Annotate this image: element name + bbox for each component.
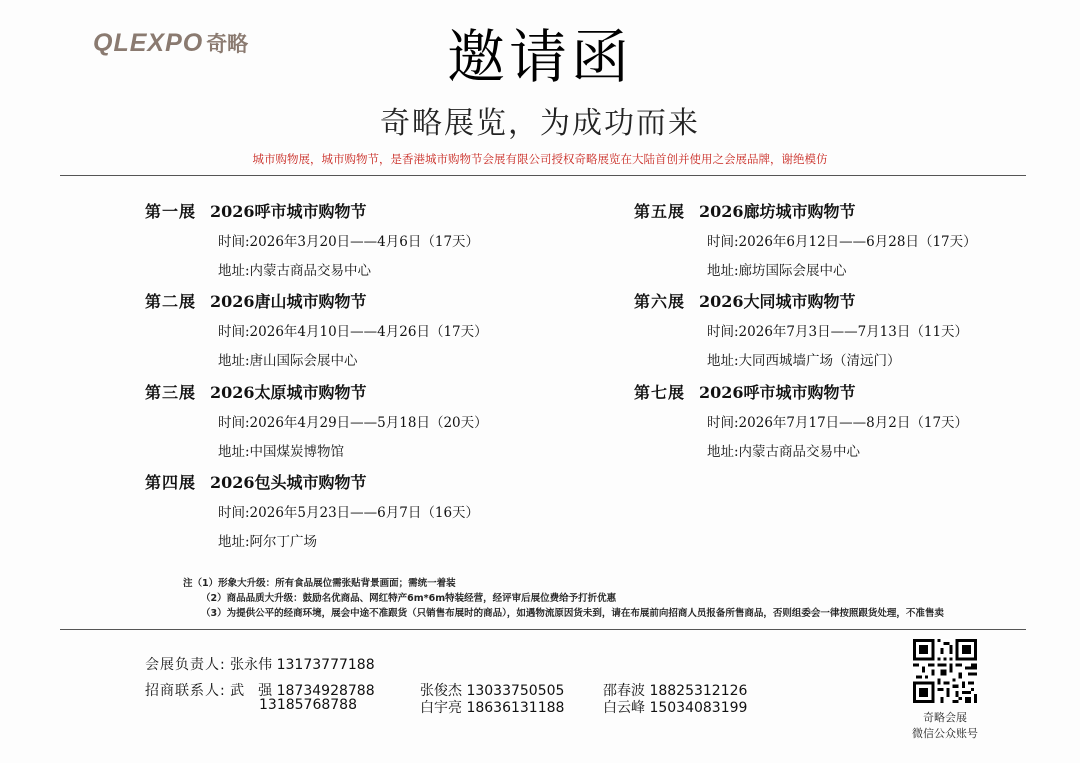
exhibition-venue: 地址:廊坊国际会展中心: [707, 263, 847, 279]
exhibition-name: 2026太原城市购物节: [210, 383, 367, 402]
bottom-divider: [60, 629, 1026, 630]
exhibition-time: 时间:2026年6月12日——6月28日（17天）: [707, 234, 977, 250]
exhibition-venue: 地址:大同西城墙广场（清远门）: [707, 353, 901, 369]
exhibition-item: [145, 380, 488, 460]
exhibition-time: 时间:2026年4月29日——5月18日（20天）: [218, 415, 488, 431]
exhibition-time: 时间:2026年7月17日——8月2日（17天）: [707, 415, 969, 431]
exhibition-time: 时间:2026年4月10日——4月26日（17天）: [218, 324, 488, 340]
exhibition-name: 2026呼市城市购物节: [699, 383, 856, 402]
qr-code-image: [913, 639, 977, 703]
exhibition-number: 第二展: [145, 292, 197, 311]
exhibition-time: 时间:2026年3月20日——4月6日（17天）: [218, 234, 480, 250]
agent-value: 邵春波 18825312126: [603, 683, 748, 699]
exhibition-number: 第一展: [145, 202, 197, 221]
exhibition-item: [634, 199, 977, 279]
note-line: （2）商品品质大升级：鼓励名优商品、网红特产6m*6m特装经营，经评审后展位费给予打折优惠: [201, 593, 617, 604]
exhibition-time: 时间:2026年7月3日——7月13日（11天）: [707, 324, 969, 340]
agent-value: 白云峰 15034083199: [603, 700, 748, 716]
exhibition-number: 第三展: [145, 383, 197, 402]
agent-value: 白宇亮 18636131188: [420, 700, 565, 716]
exhibition-venue: 地址:唐山国际会展中心: [218, 353, 358, 369]
exhibition-venue: 地址:阿尔丁广场: [218, 534, 318, 550]
page-subtitle: 奇略展览，为成功而来: [380, 106, 700, 141]
exhibition-item: [634, 380, 968, 460]
exhibition-name: 2026包头城市购物节: [210, 473, 367, 492]
manager-label: 会展负责人:: [145, 657, 226, 673]
exhibition-number: 第四展: [145, 473, 197, 492]
trademark-notice: 城市购物展，城市购物节，是香港城市购物节会展有限公司授权奇略展览在大陆首创并使用之会展品牌，谢绝模仿: [252, 152, 828, 166]
exhibition-name: 2026大同城市购物节: [699, 292, 856, 311]
exhibition-time: 时间:2026年5月23日——6月7日（16天）: [218, 505, 480, 521]
logo-chinese-text: 奇略: [206, 32, 249, 56]
exhibition-item: [145, 470, 479, 550]
agent-value: 武 强 18734928788: [230, 683, 375, 699]
manager-value: 张永伟 13173777188: [230, 657, 375, 673]
exhibition-item: [634, 289, 968, 369]
agents-label: 招商联系人:: [145, 683, 226, 699]
note-line: 注（1）形象大升级：所有食品展位需张贴背景画面；需统一着装: [183, 578, 456, 589]
manager-contact: [145, 654, 375, 674]
note-line: （3）为提供公平的经商环境，展会中途不准跟货（只销售布展时的商品），如遇物流原因货未到，请在布展前向招商人员报备所售商品，否则组委会一律按照跟货处理，不准售卖: [201, 608, 944, 619]
exhibition-number: 第七展: [634, 383, 686, 402]
exhibition-venue: 地址:中国煤炭博物馆: [218, 444, 345, 460]
agent-extra-phone: 13185768788: [259, 697, 357, 713]
exhibition-item: [145, 199, 479, 279]
exhibition-name: 2026唐山城市购物节: [210, 292, 367, 311]
qr-caption-line2: 微信公众账号: [912, 727, 978, 740]
agent-value: 张俊杰 13033750505: [420, 683, 565, 699]
exhibition-number: 第六展: [634, 292, 686, 311]
exhibition-name: 2026廊坊城市购物节: [699, 202, 856, 221]
exhibition-venue: 地址:内蒙古商品交易中心: [707, 444, 861, 460]
exhibition-venue: 地址:内蒙古商品交易中心: [218, 263, 372, 279]
logo-latin-text: QLEXPO: [93, 28, 204, 57]
exhibition-number: 第五展: [634, 202, 686, 221]
exhibition-item: [145, 289, 488, 369]
page-title: 邀请函: [446, 23, 633, 91]
exhibition-name: 2026呼市城市购物节: [210, 202, 367, 221]
notes-block: [183, 575, 944, 620]
qr-caption-line1: 奇略会展: [923, 711, 967, 724]
top-divider: [60, 175, 1026, 176]
